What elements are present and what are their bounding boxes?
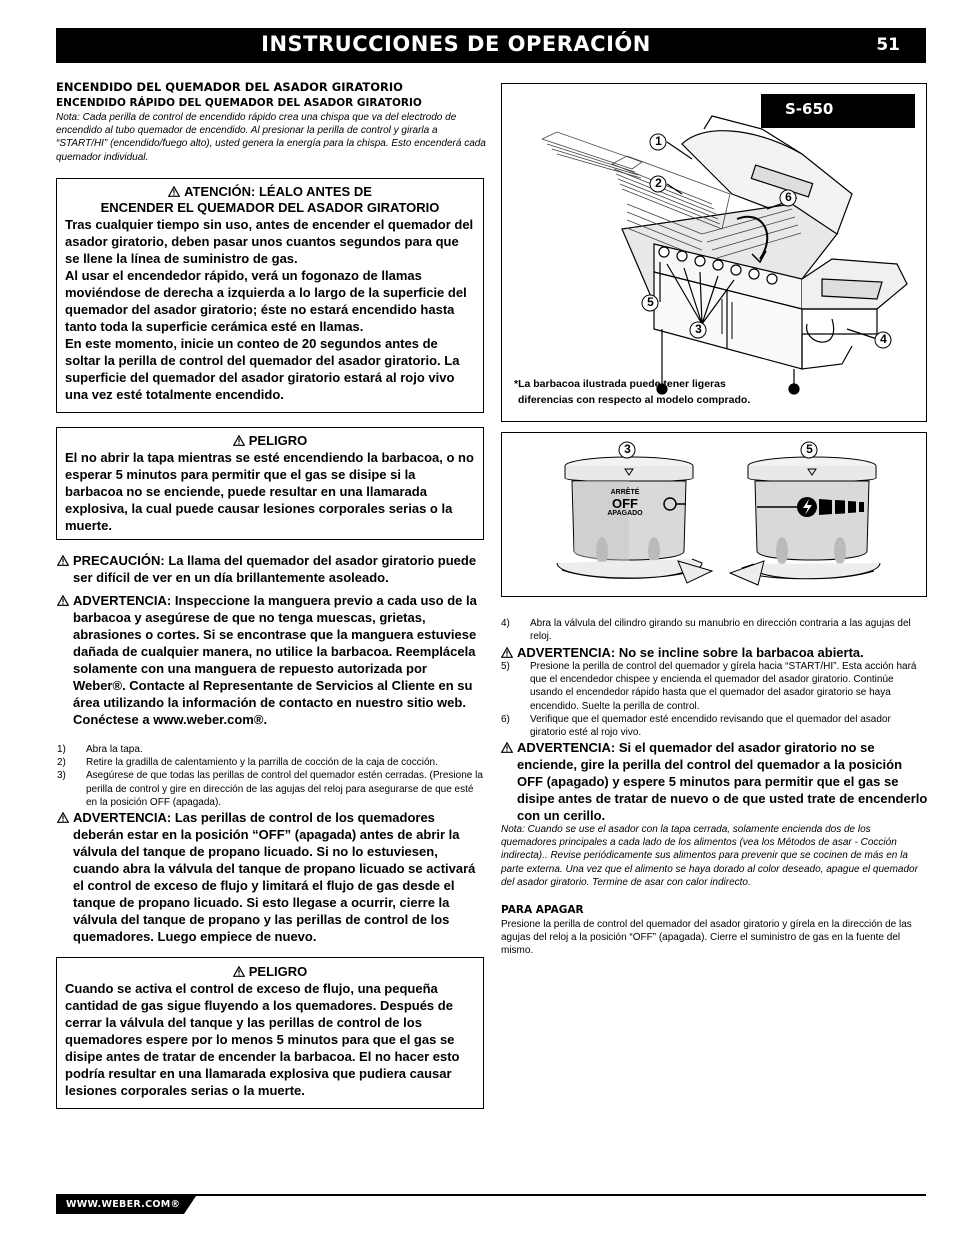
danger-body-1: El no abrir la tapa mientras se esté encendiendo la barbacoa, o no esperar 5 minutos para permitir que el gas se disipe si la barbacoa no se enciende, puede resultar en una llamarada explosiva, la cual puede causar lesiones corporales serias o la muerte. <box>65 450 474 533</box>
ignition-note: Nota: Cada perilla de control de encendido rápido crea una chispa que va del electrodo de encendido al tubo quemador de encendido. Al presionar la perilla de control y girarla a “START/HI” (encendido/fuego alto), usted genera la energía para la chispa. Esto encenderá cada quemador individual. <box>56 112 486 163</box>
step-text: Verifique que el quemador esté encendido revisando que el quemador del asador giratorio esté al rojo vivo. <box>530 713 891 739</box>
lid-closed-note: Nota: Cuando se use el asador con la tapa cerrada, solamente encienda dos de los quemadores principales a cada lado de los alimentos (vea los Métodos de asar - Cocción indirecta).. Revise periódicamente sus alimentos para prevenir que se cocinen de más en la parte externa. Una vez que el alimento se haya dorado al color deseado, apague el quemador del asador giratorio. Termine de asar con calor indirecto. <box>501 824 918 888</box>
step-number: 1) <box>57 744 66 755</box>
callout-2: 2 <box>655 176 662 190</box>
warning-triangle-icon <box>501 742 513 753</box>
step-text: Abra la tapa. <box>86 744 143 755</box>
callout-6: 6 <box>785 190 792 204</box>
warning-lean-text: ADVERTENCIA: No se incline sobre la barbacoa abierta. <box>517 645 864 660</box>
warning-knobs <box>57 809 485 945</box>
warning-hose-text: ADVERTENCIA: Inspeccione la manguera previo a cada uso de la barbacoa y asegúrese de que no tenga muescas, grietas, abrasiones o cortes. Si se encontrase que la manguera estuviese dañada de cualquier manera, no utilice la barbacoa. Reemplácela solamente con una manguera de repuesto autorizada por Weber®. Contacte al Representante de Servicios al Cliente en su área utilizando la información de contacto en nuestro sitio web. Conéctese a www.weber.com®. <box>73 593 477 727</box>
danger-box-2 <box>56 957 484 1109</box>
warning-no-ignite <box>501 739 929 824</box>
attention-title <box>65 184 475 216</box>
step-text: Retire la gradilla de calentamiento y la parrilla de cocción de la caja de cocción. <box>86 757 438 769</box>
danger-title-1-text: PELIGRO <box>248 433 308 448</box>
grill-figure <box>501 83 927 422</box>
step-number: 2) <box>57 757 66 769</box>
callout-1: 1 <box>655 134 662 148</box>
model-badge: S-650 <box>761 94 915 128</box>
list-item <box>501 713 929 739</box>
list-item <box>501 660 929 713</box>
figure-caption-line2: diferencias con respecto al modelo comprado. <box>518 393 751 406</box>
knob-illustration <box>502 433 926 596</box>
danger-box-1 <box>56 427 484 540</box>
attention-title-line1: ATENCIÓN: LÉALO ANTES DE <box>184 184 372 199</box>
warning-hose <box>57 592 483 728</box>
warning-lean <box>501 644 929 661</box>
knob-label-5: 5 <box>806 442 813 456</box>
warning-no-ignite-text: ADVERTENCIA: Si el quemador del asador giratorio no se enciende, gire la perilla del control del quemador a la posición OFF (apagado) y espere 5 minutos para permitir que el gas se disipe antes de tratar de nuevo o de que usted trate de encenderlo con un cerillo. <box>517 740 928 823</box>
page-header <box>56 28 926 63</box>
caution-sun <box>57 552 483 586</box>
knob-off-text <box>600 489 650 518</box>
shutoff-text: Presione la perilla de control del quemador del asador giratorio y gírela en la dirección de las agujas del reloj a la posición “OFF” (apagada). Cierre el suministro de gas en la fuente del mismo. <box>501 919 912 957</box>
step-text: Asegúrese de que todas las perillas de control del quemador estén cerradas. (Presione la perilla de control y gire en dirección de las agujas del reloj para asegurarse de que esté en la posición OFF (apagada). <box>86 770 483 808</box>
step-4 <box>501 617 929 643</box>
list-item <box>57 743 485 756</box>
callout-3: 3 <box>695 322 702 336</box>
callout-4: 4 <box>880 332 887 346</box>
knob-label-3: 3 <box>624 442 631 456</box>
footer-url-wrap <box>56 1196 196 1214</box>
step-number: 6) <box>501 713 510 725</box>
knob-text-es: APAGADO <box>607 510 643 517</box>
danger-body-2: Cuando se activa el control de exceso de flujo, una pequeña cantidad de gas sigue fluyendo a los quemadores. Después de cerrar la válvula del tanque y las perillas de control de los quemadores espere por lo menos 5 minutos para que el gas se disipe antes de tratar de encender la barbacoa. El no hacer esto podría resultar en una llamarada explosiva que pudiera causar lesiones corporales serias o la muerte. <box>65 981 460 1098</box>
attention-title-line2: ENCENDER EL QUEMADOR DEL ASADOR GIRATORIO <box>100 200 440 215</box>
list-item <box>501 617 929 643</box>
knob-text-en: OFF <box>612 496 638 511</box>
section-title: ENCENDIDO DEL QUEMADOR DEL ASADOR GIRATORIO <box>56 80 403 94</box>
list-item <box>57 756 485 769</box>
attention-para2: Al usar el encendedor rápido, verá un fogonazo de llamas moviéndose de derecha a izquierda a lo largo de la superficie del quemador del asador giratorio; éste no estará encendido hasta tanto toda la superficie cerámica esté en llamas. <box>65 268 467 334</box>
warning-triangle-icon <box>168 186 180 197</box>
steps-list-right <box>501 660 929 739</box>
grill-illustration <box>502 84 926 421</box>
step-text: Abra la válvula del cilindro girando su manubrio en dirección contraria a las agujas del reloj. <box>530 618 911 643</box>
warning-triangle-icon <box>57 812 69 823</box>
figure-caption-line1: *La barbacoa ilustrada puede tener ligeras <box>514 378 726 390</box>
footer-url[interactable]: WWW.WEBER.COM® <box>66 1199 181 1210</box>
warning-triangle-icon <box>233 435 245 446</box>
step-text: Presione la perilla de control del quemador y gírela hacia “START/HI”. Esta acción hará que el encendedor chispee y encienda el quemador del asador giratorio. Continúe usando el encendedor rápido hasta que el quemador del asador giratorio se haya encendido. Suelte la perilla de control. <box>530 661 917 712</box>
step-number: 4) <box>501 618 510 629</box>
caution-text: PRECAUCIÓN: La llama del quemador del asador giratorio puede ser difícil de ver en un día brillantemente asoleado. <box>73 553 477 585</box>
warning-triangle-icon <box>57 595 69 606</box>
steps-list-left <box>57 743 485 809</box>
warning-knobs-text: ADVERTENCIA: Las perillas de control de los quemadores deberán estar en la posición “OFF” (apagada) antes de abrir la válvula del tanque de propano licuado. Si no lo estuviesen, cuando abra la válvula del tanque de propano licuado se activará el control de exceso de flujo y limitará el flujo de gas desde el tanque de propano licuado. Si esto llegase a ocurrir, cierre la válvula del tanque de propano y las perillas de control de los quemadores. Luego empiece de nuevo. <box>73 810 476 944</box>
page-title: INSTRUCCIONES DE OPERACIÓN <box>261 32 651 56</box>
page-number: 51 <box>876 35 900 55</box>
figure-caption <box>514 377 914 408</box>
warning-triangle-icon <box>501 647 513 658</box>
attention-para1: Tras cualquier tiempo sin uso, antes de encender el quemador del asador giratorio, deben pasar unos cuantos segundos para que se llene la línea de suministro de gas. <box>65 217 474 266</box>
danger-title-2-text: PELIGRO <box>248 964 308 979</box>
shutoff-title: PARA APAGAR <box>501 904 584 916</box>
subsection-title: ENCENDIDO RÁPIDO DEL QUEMADOR DEL ASADOR GIRATORIO <box>56 97 422 109</box>
attention-box <box>56 178 484 413</box>
attention-para3: En este momento, inicie un conteo de 20 segundos antes de soltar la perilla de control del quemador del asador giratorio. La superficie del quemador del asador giratorio estará al rojo vivo una vez esté totalmente encendido. <box>65 336 460 402</box>
list-item <box>57 769 485 809</box>
warning-triangle-icon <box>233 966 245 977</box>
danger-title-2 <box>65 964 475 980</box>
step-number: 5) <box>501 661 510 672</box>
danger-title-1 <box>65 433 475 449</box>
knob-text-fr: ARRÊTÉ <box>610 489 640 496</box>
callout-5: 5 <box>647 295 654 309</box>
knob-figure <box>501 432 927 597</box>
step-number: 3) <box>57 770 66 782</box>
warning-triangle-icon <box>57 555 69 566</box>
